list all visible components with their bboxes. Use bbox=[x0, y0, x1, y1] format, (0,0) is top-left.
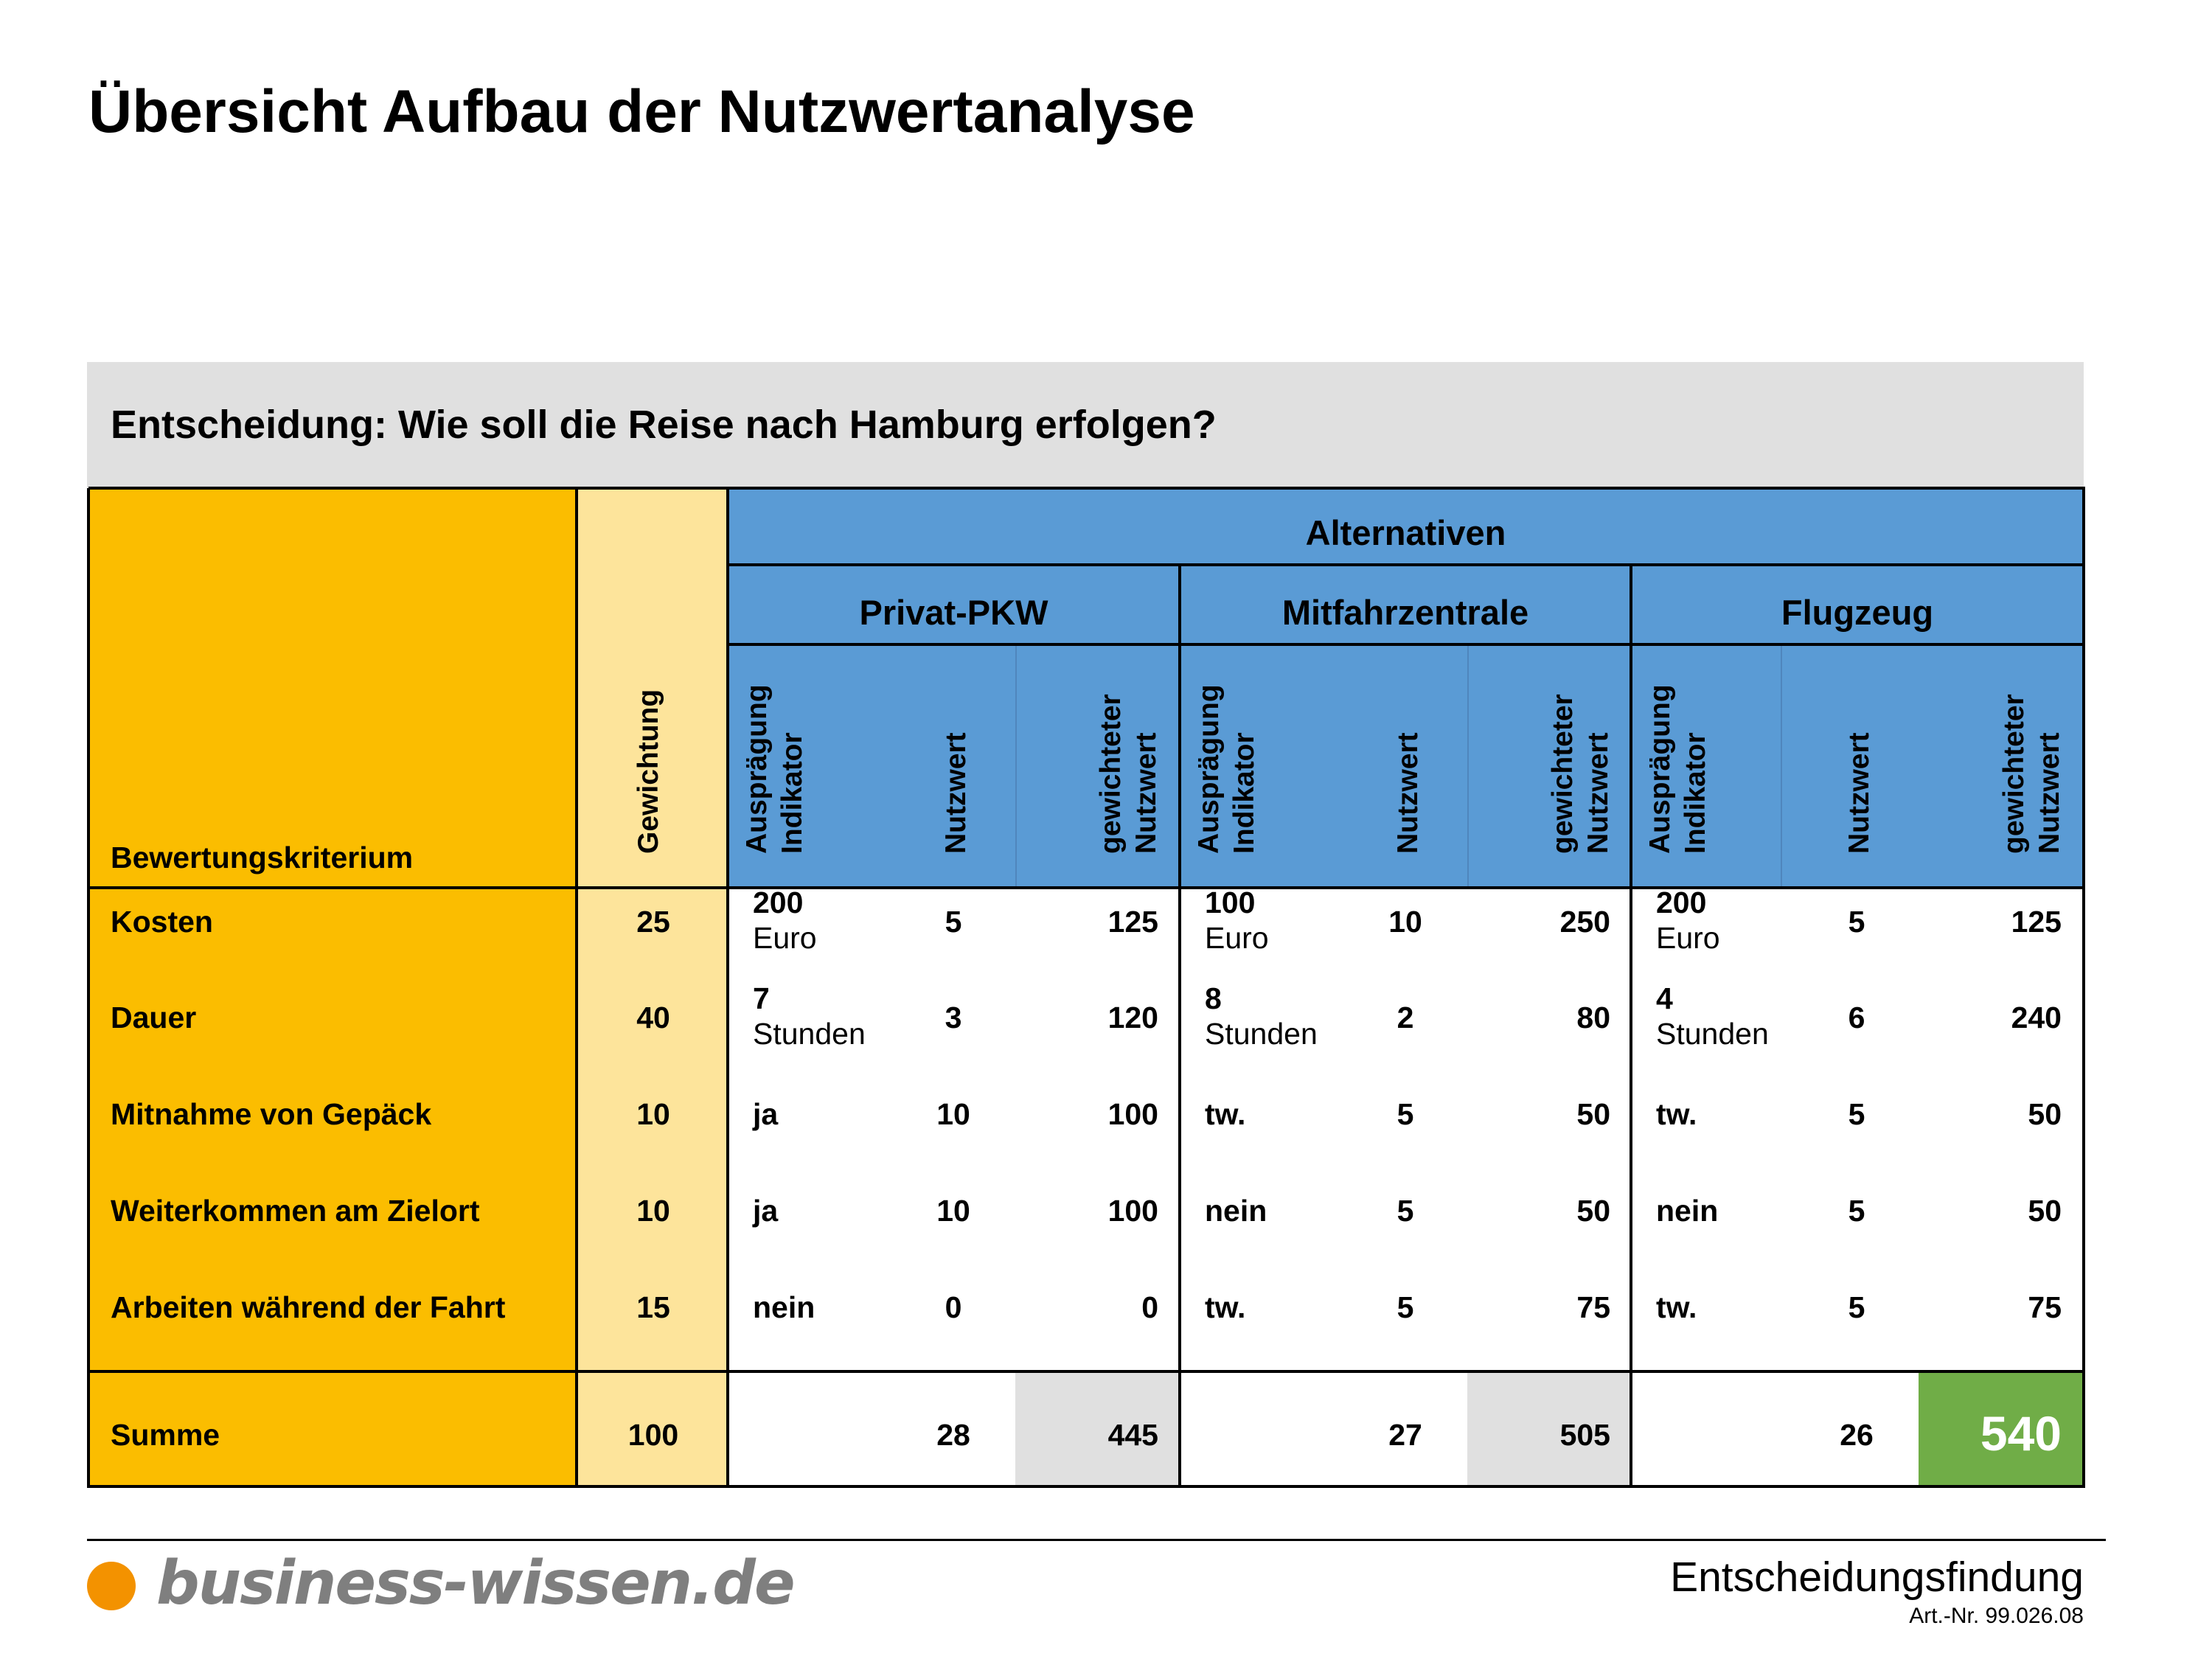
weighted-utility-value: 50 bbox=[1576, 1194, 1610, 1228]
weighted-utility-value: 50 bbox=[1576, 1097, 1610, 1131]
sub-header-gewichteter: gewichteter bbox=[1547, 694, 1579, 854]
table-grid-line bbox=[87, 488, 90, 1488]
sub-header-auspraegung: Ausprägung bbox=[741, 684, 773, 854]
sub-header-indikator: Indikator bbox=[776, 732, 808, 854]
alt-privat-pkw-header: Privat-PKW bbox=[859, 593, 1048, 632]
sub-header-nutzwert: Nutzwert bbox=[940, 732, 972, 854]
table-grid-line bbox=[88, 1370, 2085, 1373]
criterion-label: Weiterkommen am Zielort bbox=[111, 1194, 480, 1228]
utility-value: 2 bbox=[1397, 1001, 1414, 1034]
utility-value: 10 bbox=[936, 1097, 970, 1131]
criterion-label: Mitnahme von Gepäck bbox=[111, 1097, 432, 1131]
indicator-unit: Stunden bbox=[1205, 1017, 1318, 1051]
sum-utility-value: 27 bbox=[1388, 1418, 1422, 1452]
table-grid-line bbox=[1630, 565, 1632, 1486]
weight-column-bg bbox=[577, 488, 728, 1486]
weighted-utility-value: 0 bbox=[1141, 1290, 1158, 1324]
weight-value: 15 bbox=[636, 1290, 670, 1324]
utility-value: 3 bbox=[945, 1001, 962, 1034]
sum-weighted-utility-value: 445 bbox=[1107, 1418, 1158, 1452]
logo[interactable]: business-wissen.de bbox=[156, 1548, 794, 1618]
weighted-utility-value: 50 bbox=[2028, 1194, 2062, 1228]
criterion-column-bg bbox=[88, 488, 577, 1486]
weighted-utility-value: 100 bbox=[1107, 1097, 1158, 1131]
weight-value: 40 bbox=[636, 1001, 670, 1034]
weighted-utility-value: 125 bbox=[2011, 905, 2062, 939]
table-grid-line bbox=[1178, 565, 1181, 1486]
weight-header: Gewichtung bbox=[633, 689, 664, 854]
table-grid-line bbox=[88, 487, 2085, 490]
utility-value: 5 bbox=[1397, 1290, 1414, 1324]
utility-value: 0 bbox=[945, 1290, 962, 1324]
weight-value: 10 bbox=[636, 1097, 670, 1131]
table-grid-line bbox=[88, 886, 2085, 889]
alt-flugzeug-header: Flugzeug bbox=[1781, 593, 1934, 632]
indicator-value: ja bbox=[753, 1097, 779, 1131]
utility-value: 10 bbox=[936, 1194, 970, 1228]
sub-header-nutzwert: Nutzwert bbox=[1392, 732, 1424, 854]
weighted-utility-value: 100 bbox=[1107, 1194, 1158, 1228]
indicator-value: ja bbox=[753, 1194, 779, 1228]
weighted-utility-value: 125 bbox=[1107, 905, 1158, 939]
indicator-unit: Euro bbox=[1205, 921, 1269, 955]
indicator-value: nein bbox=[1656, 1194, 1719, 1228]
alternatives-header: Alternativen bbox=[1305, 513, 1506, 552]
sub-header-indikator: Indikator bbox=[1228, 732, 1260, 854]
indicator-value: tw. bbox=[1205, 1290, 1246, 1324]
utility-value: 5 bbox=[1848, 905, 1865, 939]
utility-value: 5 bbox=[1397, 1194, 1414, 1228]
winner-weighted-utility: 540 bbox=[1980, 1406, 2062, 1461]
sub-header-indikator: Indikator bbox=[1680, 732, 1711, 854]
subcolumn-separator bbox=[1467, 644, 1469, 888]
page-title: Übersicht Aufbau der Nutzwertanalyse bbox=[88, 78, 1195, 145]
weighted-utility-value: 75 bbox=[2028, 1290, 2062, 1324]
footer-divider bbox=[87, 1539, 2106, 1541]
criterion-label: Kosten bbox=[111, 905, 213, 939]
utility-value: 5 bbox=[945, 905, 962, 939]
weighted-utility-value: 80 bbox=[1576, 1001, 1610, 1034]
indicator-value: nein bbox=[1205, 1194, 1267, 1228]
logo-dot-icon bbox=[87, 1562, 136, 1610]
alt-mitfahrzentrale-header: Mitfahrzentrale bbox=[1281, 593, 1529, 632]
sum-weight: 100 bbox=[627, 1418, 679, 1452]
indicator-unit: Stunden bbox=[753, 1017, 866, 1051]
indicator-value: tw. bbox=[1656, 1097, 1697, 1131]
indicator-value: tw. bbox=[1656, 1290, 1697, 1324]
indicator-value: nein bbox=[753, 1290, 815, 1324]
utility-value: 5 bbox=[1848, 1097, 1865, 1131]
table-grid-line bbox=[728, 643, 2084, 646]
table-grid-line bbox=[726, 488, 729, 1486]
indicator-value: 7 bbox=[753, 981, 770, 1015]
sum-utility-value: 26 bbox=[1840, 1418, 1874, 1452]
weighted-utility-value: 240 bbox=[2011, 1001, 2062, 1034]
sub-header-gewichteter: gewichteter bbox=[1998, 694, 2030, 854]
utility-value: 10 bbox=[1388, 905, 1422, 939]
weighted-utility-value: 120 bbox=[1107, 1001, 1158, 1034]
sum-utility-value: 28 bbox=[936, 1418, 970, 1452]
subcolumn-separator bbox=[1015, 644, 1017, 888]
table-grid-line bbox=[2082, 488, 2085, 1488]
criterion-label: Arbeiten während der Fahrt bbox=[111, 1290, 506, 1324]
sum-weighted-utility-value: 505 bbox=[1559, 1418, 1610, 1452]
sum-label: Summe bbox=[111, 1418, 220, 1452]
indicator-value: 200 bbox=[753, 886, 804, 919]
decision-question: Entscheidung: Wie soll die Reise nach Hamburg erfolgen? bbox=[111, 403, 1217, 447]
indicator-unit: Euro bbox=[753, 921, 817, 955]
footer-category: Entscheidungsfindung bbox=[1670, 1554, 2084, 1601]
table-grid-line bbox=[728, 563, 2084, 566]
sub-header-nutzwert: Nutzwert bbox=[1843, 732, 1875, 854]
subcolumn-separator bbox=[1781, 644, 1782, 888]
criterion-header: Bewertungskriterium bbox=[111, 841, 414, 874]
indicator-unit: Stunden bbox=[1656, 1017, 1769, 1051]
weight-value: 10 bbox=[636, 1194, 670, 1228]
utility-value: 5 bbox=[1848, 1194, 1865, 1228]
weighted-utility-value: 50 bbox=[2028, 1097, 2062, 1131]
criterion-label: Dauer bbox=[111, 1001, 197, 1034]
indicator-unit: Euro bbox=[1656, 921, 1720, 955]
sub-header-auspraegung: Ausprägung bbox=[1193, 684, 1225, 854]
article-number: Art.-Nr. 99.026.08 bbox=[1909, 1604, 2084, 1628]
table-grid-line bbox=[575, 488, 578, 1486]
weighted-utility-value: 75 bbox=[1576, 1290, 1610, 1324]
sub-header-gewichteter-nutzwert: Nutzwert bbox=[1130, 732, 1162, 854]
utility-value: 5 bbox=[1848, 1290, 1865, 1324]
sub-header-gewichteter-nutzwert: Nutzwert bbox=[2034, 732, 2065, 854]
utility-value: 6 bbox=[1848, 1001, 1865, 1034]
sub-header-gewichteter: gewichteter bbox=[1095, 694, 1127, 854]
indicator-value: tw. bbox=[1205, 1097, 1246, 1131]
indicator-value: 200 bbox=[1656, 886, 1707, 919]
weighted-utility-value: 250 bbox=[1559, 905, 1610, 939]
utility-value: 5 bbox=[1397, 1097, 1414, 1131]
indicator-value: 4 bbox=[1656, 981, 1673, 1015]
weight-value: 25 bbox=[636, 905, 670, 939]
indicator-value: 8 bbox=[1205, 981, 1222, 1015]
indicator-value: 100 bbox=[1205, 886, 1256, 919]
table-grid-line bbox=[88, 1485, 2085, 1488]
sub-header-auspraegung: Ausprägung bbox=[1644, 684, 1676, 854]
sub-header-gewichteter-nutzwert: Nutzwert bbox=[1582, 732, 1614, 854]
